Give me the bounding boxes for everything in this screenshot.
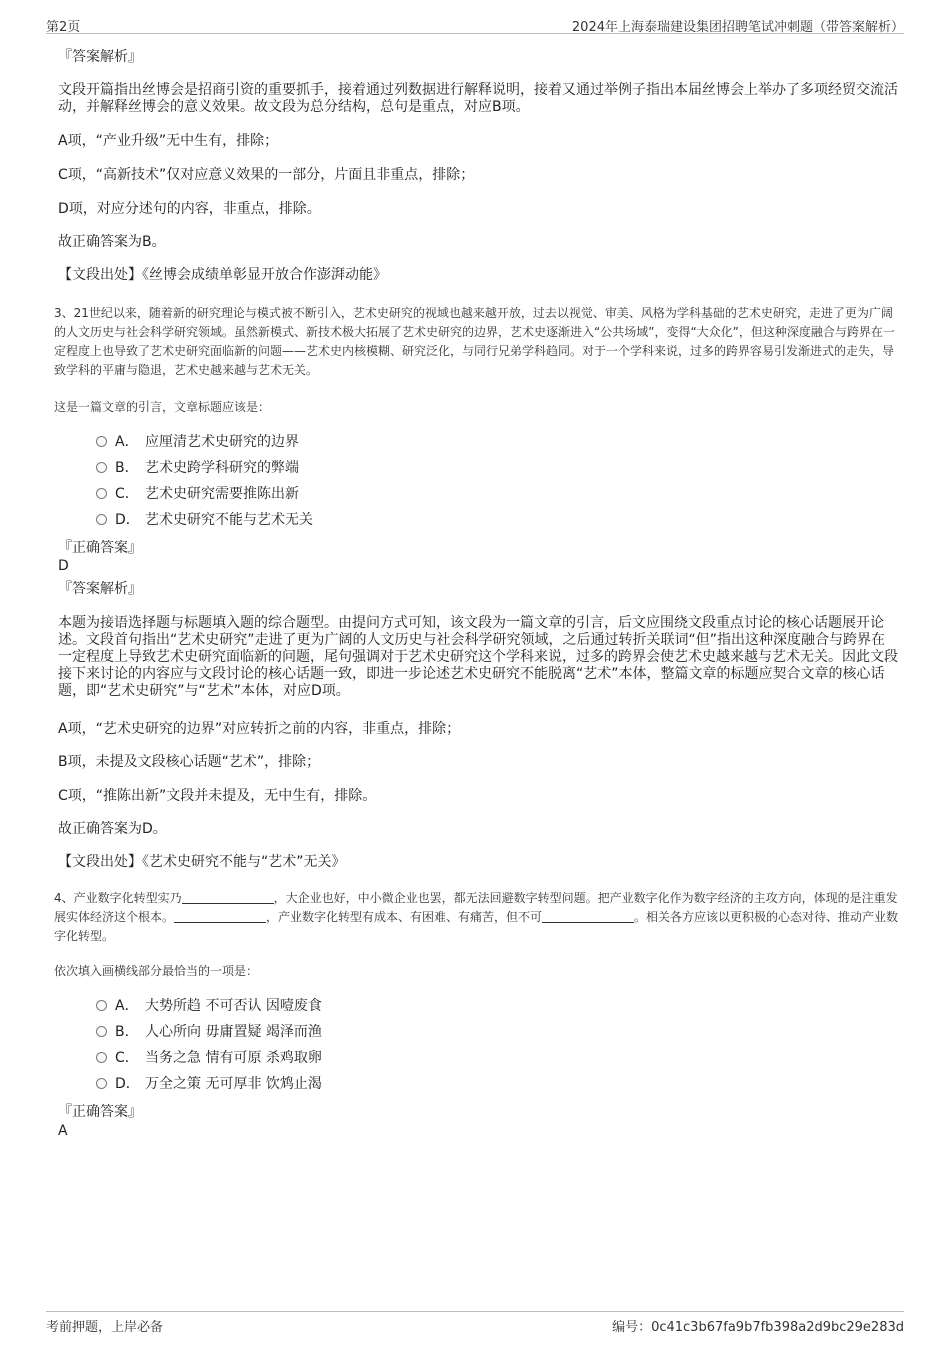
q4-option-b[interactable]: B． 人心所向 毋庸置疑 竭泽而渔: [96, 1024, 322, 1041]
q3-analysis-c: C项，“推陈出新”文段并未提及，无中生有，排除。: [58, 788, 377, 804]
q3-analysis-body: 本题为接语选择题与标题填入题的综合题型。由提问方式可知，该文段为一篇文章的引言，后文应围绕文段重点讨论的核心话题展开论述。文段首句指出“艺术史研究”走进了更为广阔的人文历史与社会科学研究领域，之后通过转折关联词“但”指出这种深度融合与跨界在一定程度上导致艺术史研究面临新的问题，尾句强调对于艺术史研究这个学科来说，过多的跨界会使艺术史越来越与艺术无关。因此文段接下来讨论的内容应与文段讨论的核心话题一致，即进一步论述艺术史研究不能脱离“艺术”本体，整篇文章的标题应契合文章的核心话题，即“艺术史研究”与“艺术”本体，对应D项。: [58, 615, 898, 699]
q4-option-d[interactable]: D． 万全之策 无可厚非 饮鸩止渴: [96, 1076, 322, 1093]
q3-answer: D: [58, 558, 69, 574]
q3-option-d[interactable]: D． 艺术史研究不能与艺术无关: [96, 512, 313, 529]
page-footer: [46, 1311, 904, 1333]
fill-blank-1: [182, 892, 274, 904]
document-title: 2024年上海泰瑞建设集团招聘笔试冲刺题（带答案解析）: [571, 20, 904, 35]
footer-slogan: 考前押题，上岸必备: [46, 1320, 164, 1335]
q4-option-c[interactable]: C． 当务之急 情有可原 杀鸡取卵: [96, 1050, 322, 1067]
q2-analysis-a: A项，“产业升级”无中生有，排除；: [58, 133, 279, 149]
q3-stem: 3、21世纪以来，随着新的研究理论与模式被不断引入，艺术史研究的视域也越来越开放，过去以视觉、审美、风格为学科基础的艺术史研究，走进了更为广阔的人文历史与社会科学研究领域。虽然新模式、新技术极大拓展了艺术史研究的边界，艺术史逐渐进入“公共场域”，变得“大众化”，但这种深度融合与跨界在一定程度上也导致了艺术史研究面临新的问题——艺术史内核模糊、研究泛化，与同行兄弟学科趋同。对于一个学科来说，过多的跨界容易引发渐进式的走失，导致学科的平庸与隐退，艺术史越来越与艺术无关。: [54, 306, 895, 377]
radio-icon[interactable]: [96, 462, 107, 473]
document-code: 编号：0c41c3b67fa9b7fb398a2d9bc29e283d: [612, 1320, 904, 1335]
fill-blank-2: [174, 911, 266, 923]
q4-prompt: 依次填入画横线部分最恰当的一项是：: [54, 964, 259, 978]
q4-answer: A: [58, 1123, 68, 1139]
q3-option-a[interactable]: A． 应厘清艺术史研究的边界: [96, 434, 299, 451]
page-number: 第2页: [46, 20, 81, 35]
q4-answer-heading: 『正确答案』: [58, 1104, 142, 1120]
radio-icon[interactable]: [96, 1052, 107, 1063]
q2-source: 【文段出处】《丝博会成绩单彰显开放合作澎湃动能》: [58, 267, 387, 283]
q3-analysis-b: B项，未提及文段核心话题“艺术”，排除；: [58, 754, 321, 770]
radio-icon[interactable]: [96, 1026, 107, 1037]
q3-analysis-heading: 『答案解析』: [58, 581, 142, 597]
q4-option-a[interactable]: A． 大势所趋 不可否认 因噎废食: [96, 998, 322, 1015]
q3-prompt: 这是一篇文章的引言，文章标题应该是：: [54, 400, 271, 414]
q3-answer-heading: 『正确答案』: [58, 540, 142, 556]
q4-stem: 4、产业数字化转型实乃 ，大企业也好，中小微企业也罢，都无法回避数字转型问题。把产业数字化作为数字经济的主攻方向，体现的是注重发展实体经济这个根本。 ，产业数字化转型有成本、有困难、有痛苦，但不可 。相关各方应该以更积极的心态对待、推动产业数字化转型。: [54, 891, 899, 943]
fill-blank-3: [542, 911, 634, 923]
radio-icon[interactable]: [96, 1078, 107, 1089]
q3-analysis-a: A项，“艺术史研究的边界”对应转折之前的内容，非重点，排除；: [58, 721, 461, 737]
q2-analysis-heading: 『答案解析』: [58, 49, 142, 65]
q2-analysis-d: D项，对应分述句的内容，非重点，排除。: [58, 201, 321, 217]
q2-conclusion: 故正确答案为B。: [58, 234, 166, 250]
q2-analysis-c: C项，“高新技术”仅对应意义效果的一部分，片面且非重点，排除；: [58, 167, 475, 183]
radio-icon[interactable]: [96, 488, 107, 499]
radio-icon[interactable]: [96, 514, 107, 525]
q3-option-b[interactable]: B． 艺术史跨学科研究的弊端: [96, 460, 299, 477]
q3-conclusion: 故正确答案为D。: [58, 821, 167, 837]
radio-icon[interactable]: [96, 436, 107, 447]
q3-option-c[interactable]: C． 艺术史研究需要推陈出新: [96, 486, 299, 503]
q2-analysis-body: 文段开篇指出丝博会是招商引资的重要抓手，接着通过列数据进行解释说明，接着又通过举例子指出本届丝博会上举办了多项经贸交流活动，并解释丝博会的意义效果。故文段为总分结构，总句是重点，对应B项。: [58, 82, 898, 115]
q3-source: 【文段出处】《艺术史研究不能与“艺术”无关》: [58, 854, 346, 870]
radio-icon[interactable]: [96, 1000, 107, 1011]
page-header: [46, 14, 904, 34]
